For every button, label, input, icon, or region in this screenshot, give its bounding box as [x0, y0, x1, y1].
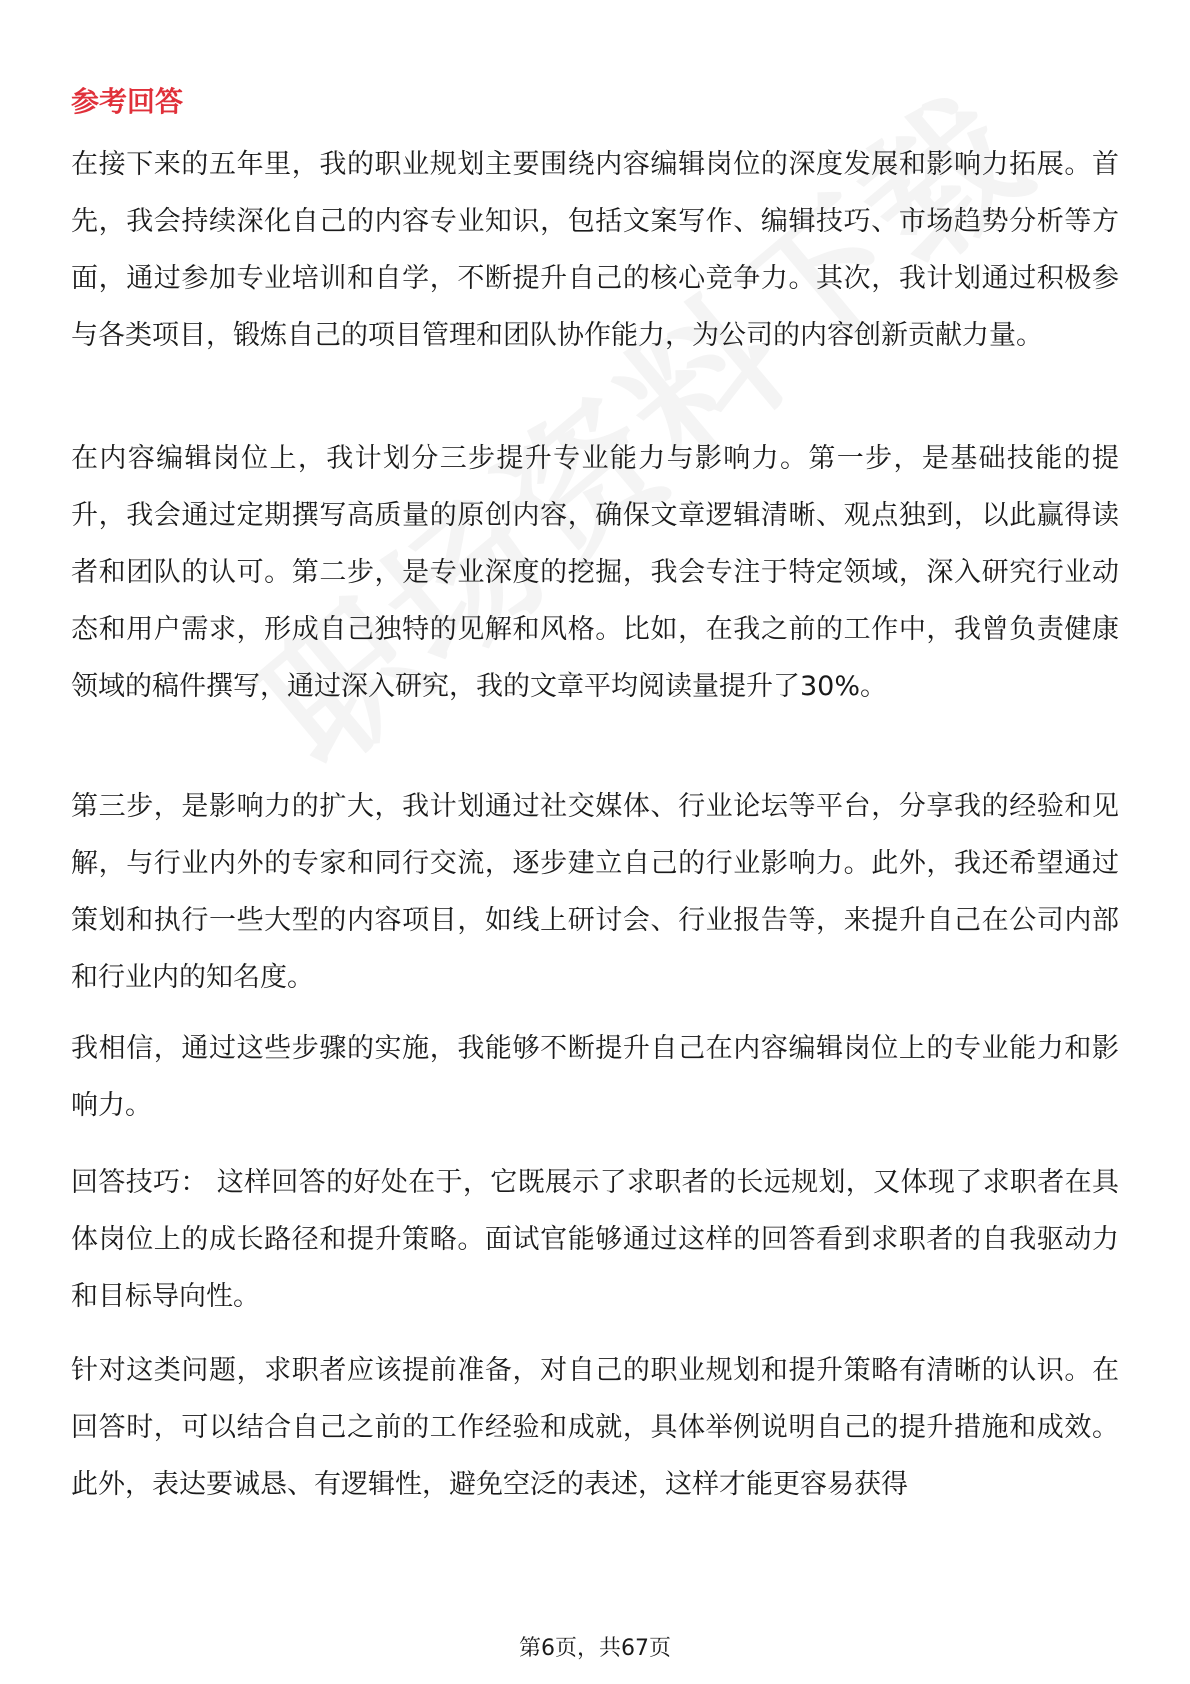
paragraph-4: 我相信，通过这些步骤的实施，我能够不断提升自己在内容编辑岗位上的专业能力和影响力。: [71, 1033, 1119, 1121]
paragraph-6: 针对这类问题，求职者应该提前准备，对自己的职业规划和提升策略有清晰的认识。在回答时，可以结合自己之前的工作经验和成就，具体举例说明自己的提升措施和成效。此外，表达要诚恳、有逻辑性，避免空泛的表述，这样才能更容易获得: [71, 1355, 1119, 1500]
paragraph-3: 第三步，是影响力的扩大，我计划通过社交媒体、行业论坛等平台，分享我的经验和见解，与行业内外的专家和同行交流，逐步建立自己的行业影响力。此外，我还希望通过策划和执行一些大型的内容项目，如线上研讨会、行业报告等，来提升自己在公司内部和行业内的知名度。: [71, 791, 1119, 993]
paragraph-1: 在接下来的五年里，我的职业规划主要围绕内容编辑岗位的深度发展和影响力拓展。首先，我会持续深化自己的内容专业知识，包括文案写作、编辑技巧、市场趋势分析等方面，通过参加专业培训和自学，不断提升自己的核心竞争力。其次，我计划通过积极参与各类项目，锻炼自己的项目管理和团队协作能力，为公司的内容创新贡献力量。: [71, 149, 1119, 351]
page-number-footer: 第6页，共67页: [519, 1636, 671, 1661]
section-heading: 参考回答: [71, 85, 184, 118]
paragraph-2: 在内容编辑岗位上，我计划分三步提升专业能力与影响力。第一步，是基础技能的提升，我会通过定期撰写高质量的原创内容，确保文章逻辑清晰、观点独到，以此赢得读者和团队的认可。第二步，是专业深度的挖掘，我会专注于特定领域，深入研究行业动态和用户需求，形成自己独特的见解和风格。比如，在我之前的工作中，我曾负责健康领域的稿件撰写，通过深入研究，我的文章平均阅读量提升了30%。: [71, 443, 1119, 702]
paragraph-answer-tips: 回答技巧： 这样回答的好处在于，它既展示了求职者的长远规划，又体现了求职者在具体岗位上的成长路径和提升策略。面试官能够通过这样的回答看到求职者的自我驱动力和目标导向性。: [71, 1167, 1119, 1312]
